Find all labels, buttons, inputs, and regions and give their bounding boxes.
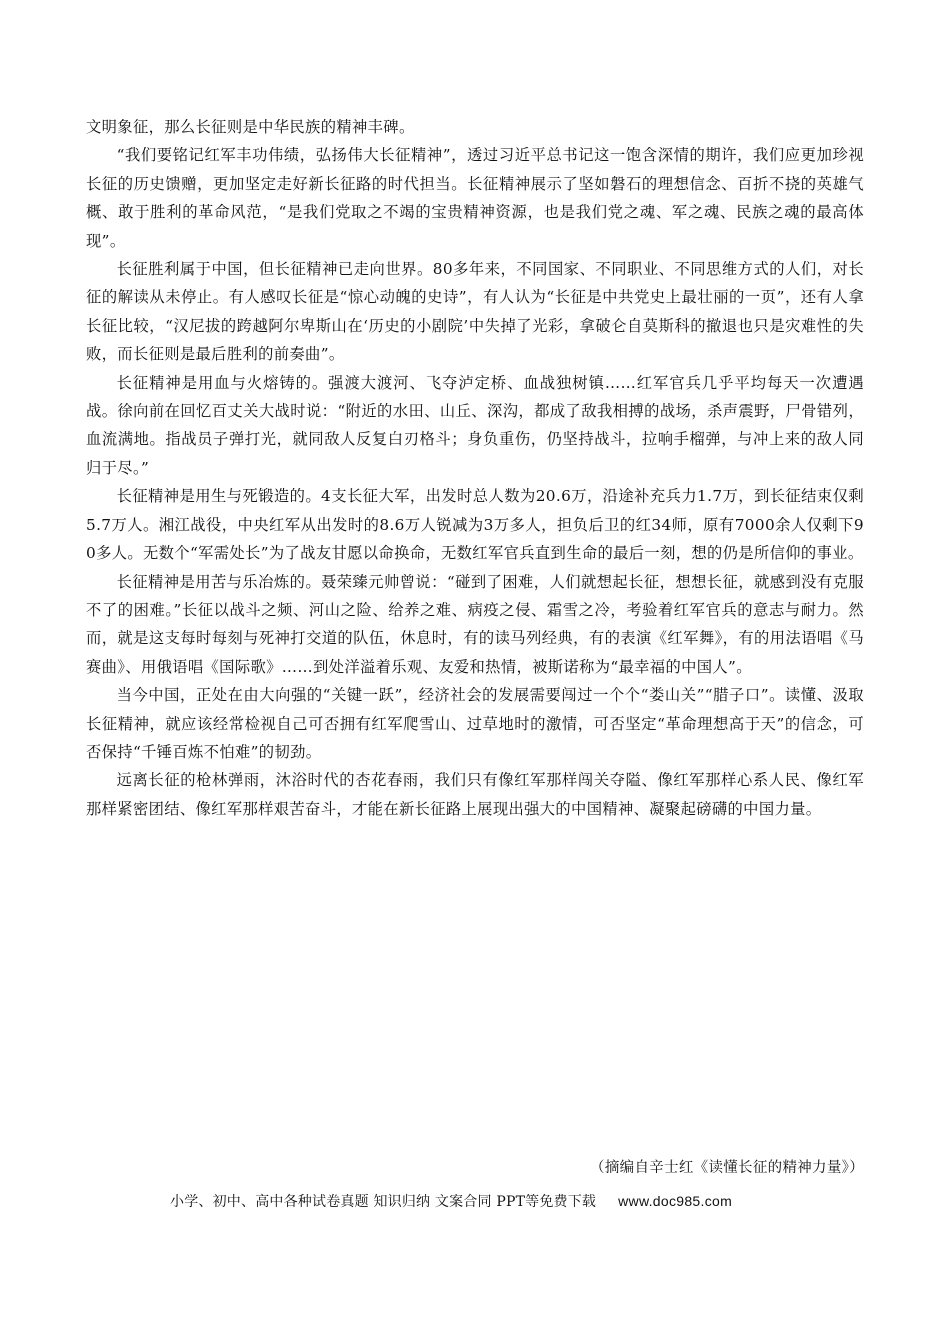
article-paragraph: 长征胜利属于中国，但长征精神已走向世界。80多年来，不同国家、不同职业、不同思维方式的人们，对长征的解读从未停止。有人感叹长征是“惊心动魄的史诗”，有人认为“长征是中共党史上最壮丽的一页”，还有人拿长征比较，“汉尼拔的跨越阿尔卑斯山在‘历史的小剧院’中失掉了光彩，拿破仑自莫斯科的撤退也只是灾难性的失败，而长征则是最后胜利的前奏曲”。 [86, 260, 864, 364]
article-paragraph: 长征精神是用苦与乐冶炼的。聂荣臻元帅曾说：“碰到了困难，人们就想起长征，想想长征，就感到没有克服不了的困难。”长征以战斗之频、河山之险、给养之难、病疫之侵、霜雪之冷，考验着红军官兵的意志与耐力。然而，就是这支每时每刻与死神打交道的队伍，休息时，有的读马列经典，有的表演《红军舞》，有的用法语唱《马赛曲》、用俄语唱《国际歌》……到处洋溢着乐观、友爱和热情，被斯诺称为“最幸福的中国人”。 [86, 572, 864, 676]
article-paragraph: 当今中国，正处在由大向强的“关键一跃”，经济社会的发展需要闯过一个个“娄山关”“腊子口”。读懂、汲取长征精神，就应该经常检视自己可否拥有红军爬雪山、过草地时的激情，可否坚定“革命理想高于天”的信念，可否保持“千锤百炼不怕难”的韧劲。 [86, 686, 864, 761]
article-source-citation: （摘编自辛士红《读懂长征的精神力量》） [590, 1160, 864, 1176]
article-paragraph: 长征精神是用血与火熔铸的。强渡大渡河、飞夺泸定桥、血战独树镇……红军官兵几乎平均每天一次遭遇战。徐向前在回忆百丈关大战时说：“附近的水田、山丘、深沟，都成了敌我相搏的战场，杀声震野，尸骨错列，血流满地。指战员子弹打光，就同敌人反复白刃格斗；身负重伤，仍坚持战斗，拉响手榴弹，与冲上来的敌人同归于尽。” [86, 373, 864, 477]
article-paragraph: 长征精神是用生与死锻造的。4支长征大军，出发时总人数为20.6万，沿途补充兵力1.7万，到长征结束仅剩5.7万人。湘江战役，中央红军从出发时的8.6万人锐减为3万多人，担负后卫的红34师，原有7000余人仅剩下90多人。无数个“军需处长”为了战友甘愿以命换命，无数红军官兵直到生命的最后一刻，想的仍是所信仰的事业。 [86, 487, 864, 563]
article-paragraph: “我们要铭记红军丰功伟绩，弘扬伟大长征精神”，透过习近平总书记这一饱含深情的期许，我们应更加珍视长征的历史馈赠，更加坚定走好新长征路的时代担当。长征精神展示了坚如磐石的理想信念、百折不挠的英雄气概、敢于胜利的革命风范，“是我们党取之不竭的宝贵精神资源，也是我们党之魂、军之魂、民族之魂的最高体现”。 [86, 146, 864, 250]
article-paragraph: 远离长征的枪林弹雨，沐浴时代的杏花春雨，我们只有像红军那样闯关夺隘、像红军那样心系人民、像红军那样紧密团结、像红军那样艰苦奋斗，才能在新长征路上展现出强大的中国精神、凝聚起磅礴的中国力量。 [86, 771, 864, 818]
footer-website-link[interactable]: www.doc985.com [618, 1193, 733, 1209]
article-paragraph-continuation: 文明象征，那么长征则是中华民族的精神丰碑。 [86, 118, 415, 136]
article-body [86, 113, 864, 823]
footer-promo-text: 小学、初中、高中各种试卷真题 知识归纳 文案合同 PPT等免费下载 [170, 1194, 597, 1210]
page-footer [170, 1191, 810, 1212]
